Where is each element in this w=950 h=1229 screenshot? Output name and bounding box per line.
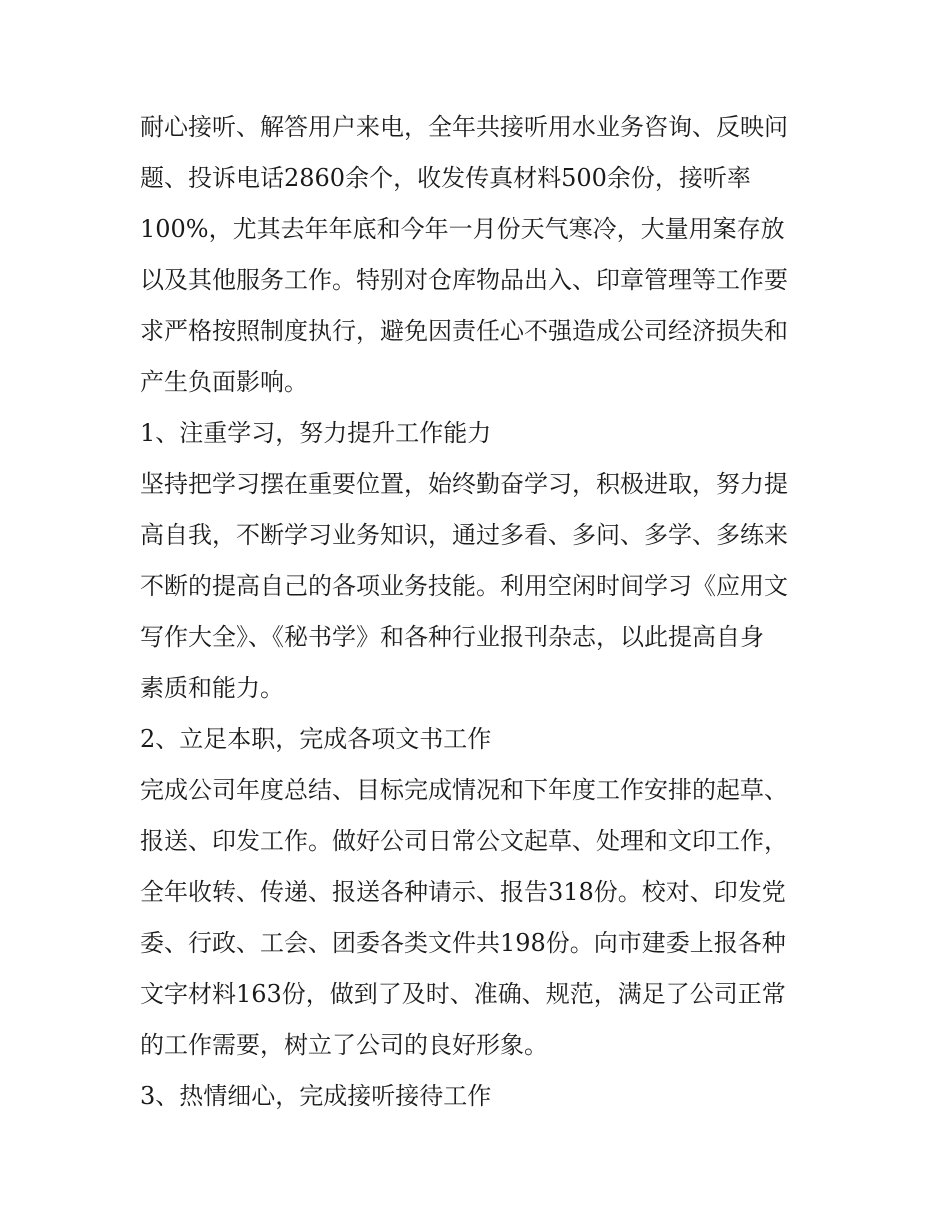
section-heading-1: 1、注重学习，努力提升工作能力 (140, 419, 492, 447)
paragraph-line: 100%，尤其去年年底和今年一月份天气寒冷，大量用案存放 (140, 215, 785, 243)
paragraph-line: 高自我，不断学习业务知识，通过多看、多问、多学、多练来 (140, 521, 788, 549)
paragraph-line: 坚持把学习摆在重要位置，始终勤奋学习，积极进取，努力提 (140, 470, 788, 498)
paragraph-line: 全年收转、传递、报送各种请示、报告318份。校对、印发党 (140, 878, 786, 906)
paragraph-line: 耐心接听、解答用户来电，全年共接听用水业务咨询、反映问 (140, 113, 788, 141)
paragraph-line: 报送、印发工作。做好公司日常公文起草、处理和文印工作， (140, 827, 788, 855)
paragraph-line: 完成公司年度总结、目标完成情况和下年度工作安排的起草、 (140, 776, 788, 804)
paragraph-line: 的工作需要，树立了公司的良好形象。 (140, 1031, 548, 1059)
paragraph-line: 题、投诉电话2860余个，收发传真材料500余份，接听率 (140, 164, 751, 192)
paragraph-line: 写作大全》、《秘书学》和各种行业报刊杂志，以此提高自身 (140, 623, 764, 651)
paragraph-line: 文字材料163份，做到了及时、准确、规范，满足了公司正常 (140, 980, 786, 1008)
paragraph-line: 委、行政、工会、团委各类文件共198份。向市建委上报各种 (140, 929, 786, 957)
paragraph-line: 以及其他服务工作。特别对仓库物品出入、印章管理等工作要 (140, 266, 788, 294)
document-body (140, 102, 820, 1122)
section-heading-3: 3、热情细心，完成接听接待工作 (140, 1082, 492, 1110)
paragraph-line: 不断的提高自己的各项业务技能。利用空闲时间学习《应用文 (140, 572, 788, 600)
paragraph-line: 产生负面影响。 (140, 368, 308, 396)
paragraph-line: 求严格按照制度执行，避免因责任心不强造成公司经济损失和 (140, 317, 788, 345)
section-heading-2: 2、立足本职，完成各项文书工作 (140, 725, 492, 753)
paragraph-line: 素质和能力。 (140, 674, 284, 702)
